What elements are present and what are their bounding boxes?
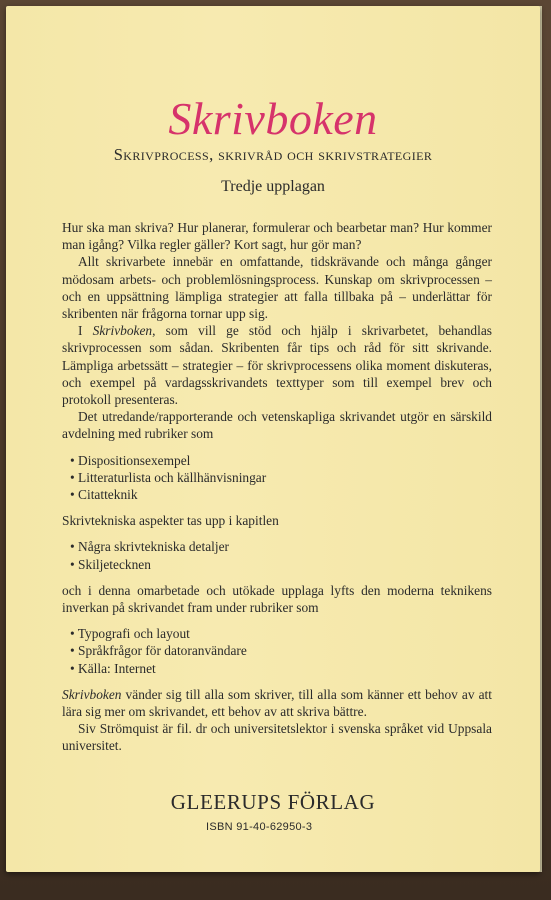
bullet-list-3 [70,625,492,677]
list-item: • Typografi och layout [70,625,492,642]
paragraph-7-rest: vänder sig till alla som skriver, till alla som känner ett behov av att lära sig mer om skrivandet, ett behov av att skriva bättre. [62,686,492,720]
book-title: Skrivboken [168,93,378,144]
paragraph-4: Det utredande/rapporterande och vetenskapliga skrivandet utgör en särskild avdelning med rubriker som [62,409,492,442]
paragraph-2: Allt skrivarbete innebär en omfattande, tidskrävande och många gånger mödosam arbets- och problemlösningsprocess. Kunskap om skrivprocessen – och en uppsättning lämpliga strategier att falla tillbaka på – underlättar för skribenten när frågorna tornar upp sig. [62,254,492,322]
list-item: • Skiljetecknen [70,556,492,573]
paragraph-7 [62,686,492,720]
paragraph-3 [62,322,492,408]
paragraph-1: Hur ska man skriva? Hur planerar, formulerar och bearbetar man? Hur kommer man igång? Vilka regler gäller? Kort sagt, hur gör man? [62,220,492,253]
list-item: • Citatteknik [70,486,492,503]
bullet-list-1 [70,452,492,504]
paragraph-6: och i denna omarbetade och utökade upplaga lyfts den moderna teknikens inverkan på skrivandet fram under rubriker som [62,582,492,616]
blurb-text [62,219,492,755]
list-item: • Litteraturlista och källhänvisningar [70,469,492,486]
book-title-inline: Skrivboken [62,686,122,702]
author-bio: Siv Strömquist är fil. dr och universitetslektor i svenska språket vid Uppsala universitet. [62,721,492,754]
paragraph-5: Skrivtekniska aspekter tas upp i kapitlen [62,513,279,529]
list-item: • Dispositionsexempel [70,452,492,469]
list-item: • Språkfrågor för datoranvändare [70,642,492,659]
list-item: • Några skrivtekniska detaljer [70,538,492,555]
paragraph-3-lead: I [78,323,93,339]
bullet-list-2 [70,538,492,572]
list-item: • Källa: Internet [70,660,492,677]
isbn-number: ISBN 91-40-62950-3 [206,821,313,833]
book-title-inline: Skrivboken [92,323,153,339]
paragraph-3-rest: , som vill ge stöd och hjälp i skrivarbetet, behandlas skrivprocessen som sådan. Skribenten får tips och råd för sitt skrivande. Lämpliga arbetssätt – strategier – för skrivprocessens olika moment diskuteras, och exempel på vardagsskrivandets texttyper som till exempel brev och protokoll presenteras. [62,323,492,408]
edition-label: Tredje upplagan [221,178,325,195]
book-back-cover [6,6,540,872]
book-subtitle: Skrivprocess, skrivråd och skrivstrategier [113,145,433,164]
publisher-name: GLEERUPS FÖRLAG [170,790,376,814]
